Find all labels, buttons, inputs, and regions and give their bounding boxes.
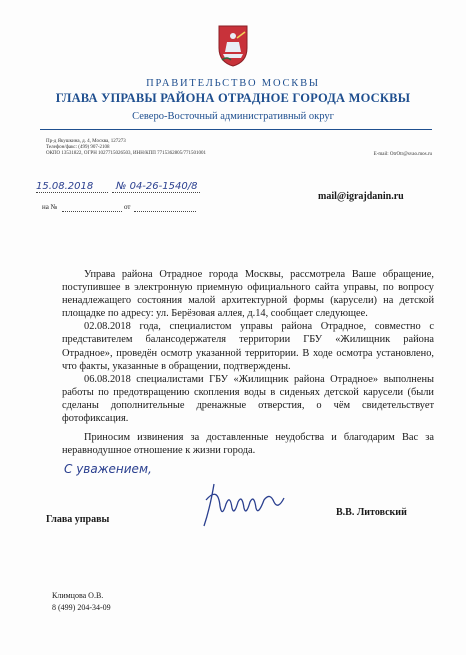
number-line <box>112 192 200 193</box>
ot-line <box>134 211 196 212</box>
regards-handwritten: С уважением, <box>64 462 152 476</box>
position-label: Глава управы <box>46 514 110 525</box>
head-title: ГЛАВА УПРАВЫ РАЙОНА ОТРАДНОЕ ГОРОДА МОСКВЫ <box>55 91 411 105</box>
executor-phone: 8 (499) 204-34-09 <box>52 603 111 612</box>
executor-name: Климцова О.В. <box>52 591 104 600</box>
date-line <box>36 192 108 193</box>
na-label: на № <box>42 203 58 211</box>
government-title: ПРАВИТЕЛЬСТВО МОСКВЫ <box>146 78 320 89</box>
signer-name: В.В. Литовский <box>336 507 407 518</box>
executor-block <box>52 590 111 614</box>
number-handwritten: № 04-26-1540/8 <box>116 181 198 192</box>
phone-line: Телефон/факс: (499) 907-2108 <box>46 145 110 150</box>
paragraph-3: 06.08.2018 специалистами ГБУ «Жилищник района Отрадное» выполнены работы по предотвращению скопления воды в сиденьях детской карусели (были сделаны дополнительные дренажные отверстия, о чём свидетельствует фотофиксация. <box>62 373 434 425</box>
na-line <box>62 211 122 212</box>
paragraph-4: Приносим извинения за доставленные неудобства и благодарим Вас за неравнодушное отношение к жизни города. <box>62 432 434 457</box>
letter-body <box>62 268 434 457</box>
address-block <box>46 139 206 157</box>
paragraph-2: 02.08.2018 года, специалистом управы района Отрадное, совместно с представителем балансодержателя территории ГБУ «Жилищник района Отрадное», проведён осмотр указанной территории. В ходе осмотра установлено, что факты, указанные в обращении, подтверждены. <box>62 321 434 372</box>
recipient-email: mail@igrajdanin.ru <box>318 191 404 202</box>
office-email: E-mail: OtrOtr@svao.mos.ru <box>373 152 432 157</box>
ot-label: от <box>124 203 131 211</box>
header-divider <box>40 129 432 130</box>
signature-icon <box>196 478 288 530</box>
address-line: Пр-д Якушкина, д. 4, Москва, 127273 <box>46 139 126 144</box>
okrug-title: Северо-Восточный административный округ <box>132 111 334 122</box>
paragraph-1: Управа района Отрадное города Москвы, рассмотрела Ваше обращение, поступившее в электронную приемную официального сайта управы, по вопросу ненадлежащего состояния малой архитектурной формы (карусели) на детской площадке по адресу: ул. Берёзовая аллея, д.14, сообщает следующее. <box>62 269 434 320</box>
date-handwritten: 15.08.2018 <box>36 181 94 192</box>
moscow-coat-of-arms-icon <box>213 22 253 68</box>
codes-line: ОКПО 13531822, ОГРН 1027715026503, ИНН/КПП 7715362805/771501001 <box>46 151 206 156</box>
